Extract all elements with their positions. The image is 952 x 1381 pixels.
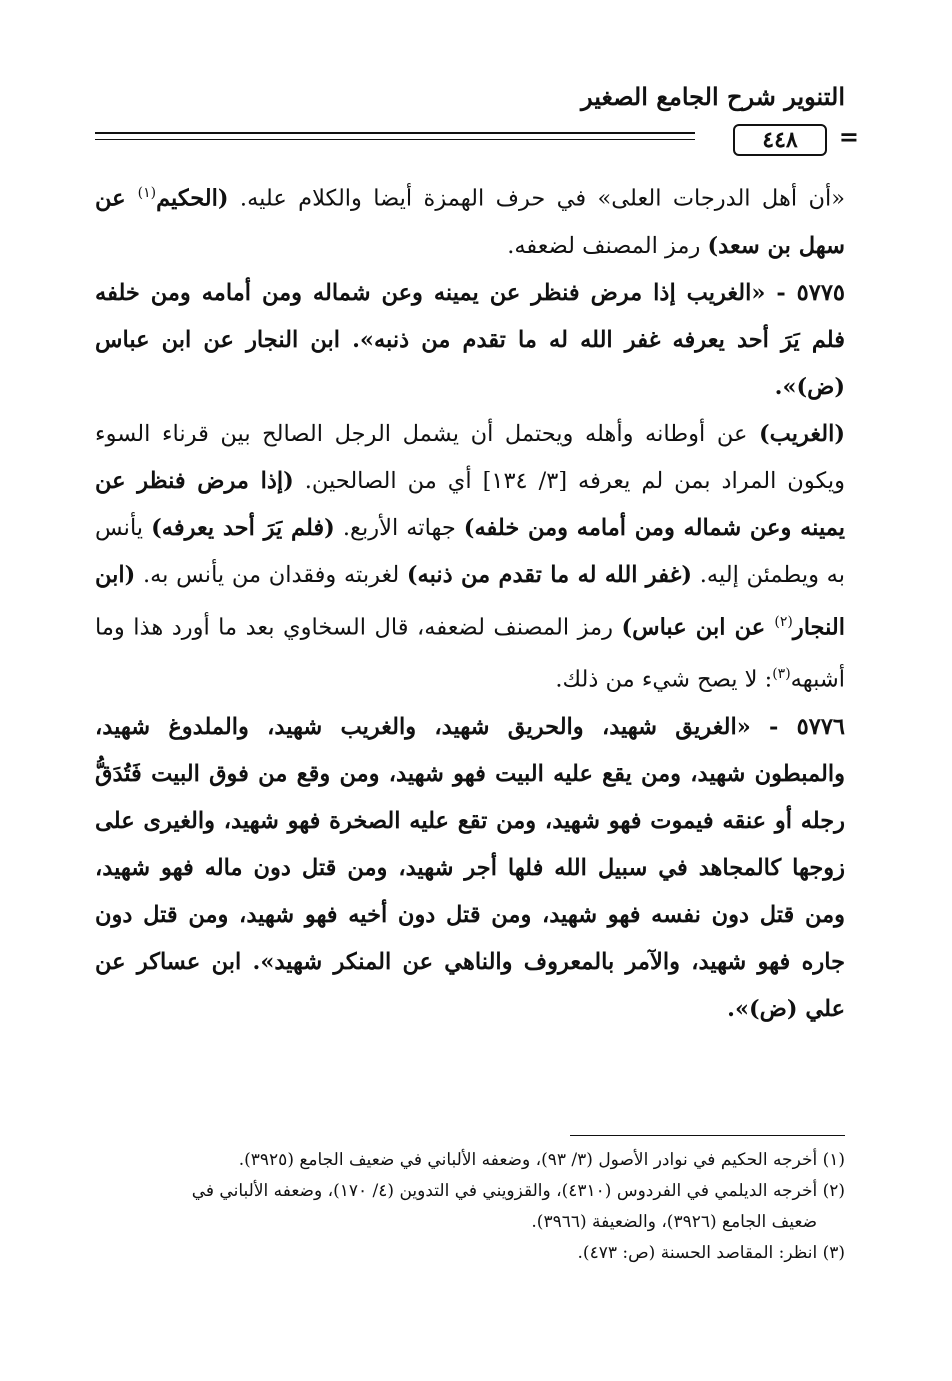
footnote-list [95, 1145, 845, 1269]
book-page [95, 60, 859, 1263]
bold-text: (غفر الله له ما تقدم من ذنبه) [406, 561, 693, 588]
bold-text: (الغريب) [758, 420, 845, 447]
paragraph [95, 270, 845, 411]
bold-text: ٥٧٧٦ - «الغريق شهيد، والحريق شهيد، والغريب شهيد، والملدوغ شهيد، والمبطون شهيد، ومن يقع عليه البيت فهو شهيد، ومن وقع من فوق البيت فَتُدَقُّ رجله أو عنقه فيموت فهو شهيد، ومن تقع عليه الصخرة فهو شهيد، والغيرى على زوجها كالمجاهد في سبيل الله فلها أجر شهيد، ومن قتل دون ماله فهو شهيد، ومن قتل دون نفسه فهو شهيد، ومن قتل دون أخيه فهو شهيد، ومن قتل دون جاره فهو شهيد، والآمر بالمعروف والناهي عن المنكر شهيد». ابن عساكر عن علي (ض)». [95, 713, 845, 1022]
paragraph [95, 170, 845, 270]
text-segment: جهاته الأربع. [334, 514, 464, 541]
footnote-ref: (٣) [772, 666, 791, 682]
text-segment: يأنس به ويطمئن إليه. [95, 514, 845, 588]
footnote-continuation: ضعيف الجامع (٣٩٢٦)، والضعيفة (٣٩٦٦). [531, 1212, 817, 1232]
page-header [95, 60, 859, 153]
text-segment: رمز المصنف لضعفه. [507, 232, 708, 259]
footnote: (٢) أخرجه الديلمي في الفردوس (٤٣١٠)، والقزويني في التدوين (٤/ ١٧٠)، وضعفه الألباني في [191, 1181, 845, 1201]
main-text [95, 170, 845, 1033]
text-segment: : لا يصح شيء من ذلك. [555, 666, 773, 693]
footnote-ref: (٢) [774, 613, 793, 630]
header-rule [95, 122, 859, 153]
footnote: (٣) انظر: المقاصد الحسنة (ص: ٤٧٣). [577, 1243, 845, 1263]
paragraph [95, 411, 845, 704]
bold-text: عن ابن عباس) [621, 614, 775, 640]
header-rule-thick [95, 132, 695, 134]
footnote-ref: (١) [137, 185, 157, 201]
header-rule-thin [95, 139, 695, 140]
text-segment: «أن أهل الدرجات العلى» في حرف الهمزة أيضا والكلام عليه. [228, 185, 845, 212]
running-title: التنوير شرح الجامع الصغير [581, 82, 845, 111]
bold-text: (فلم يَرَ أحد يعرفه) [151, 514, 335, 541]
text-segment: رمز المصنف لضعفه، قال السخاوي بعد ما أورد هذا وما أشبهه [95, 614, 845, 693]
footnote: (١) أخرجه الحكيم في نوادر الأصول (٣/ ٩٣)، وضعفه الألباني في ضعيف الجامع (٣٩٢٥). [238, 1150, 845, 1170]
bold-text: ٥٧٧٥ - «الغريب إذا مرض فنظر عن يمينه وعن شماله ومن أمامه ومن خلفه فلم يَرَ أحد يعرفه غفر الله له ما تقدم من ذنبه». ابن النجار عن ابن عباس (ض)». [95, 279, 845, 400]
footnote-separator [570, 1135, 845, 1136]
bold-text: (إذا مرض فنظر عن يمينه وعن شماله ومن أمامه ومن خلفه) [95, 467, 846, 541]
text-segment: عن أوطانه وأهله ويحتمل أن يشمل الرجل الصالح بين قرناء السوء ويكون المراد بمن لم يعرفه [٣/ ١٣٤] أي من الصالحين. [95, 420, 846, 494]
bold-text: (ابن النجار [95, 561, 845, 640]
page-number: ٤٤٨ [733, 124, 827, 156]
bold-text: (الحكيم [156, 185, 229, 212]
paragraph [95, 704, 845, 1033]
bold-text: عن سهل بن سعد) [95, 185, 845, 259]
corner-mark: = [838, 122, 859, 151]
text-segment: لغربته وفقدان من يأنس به. [135, 561, 407, 588]
